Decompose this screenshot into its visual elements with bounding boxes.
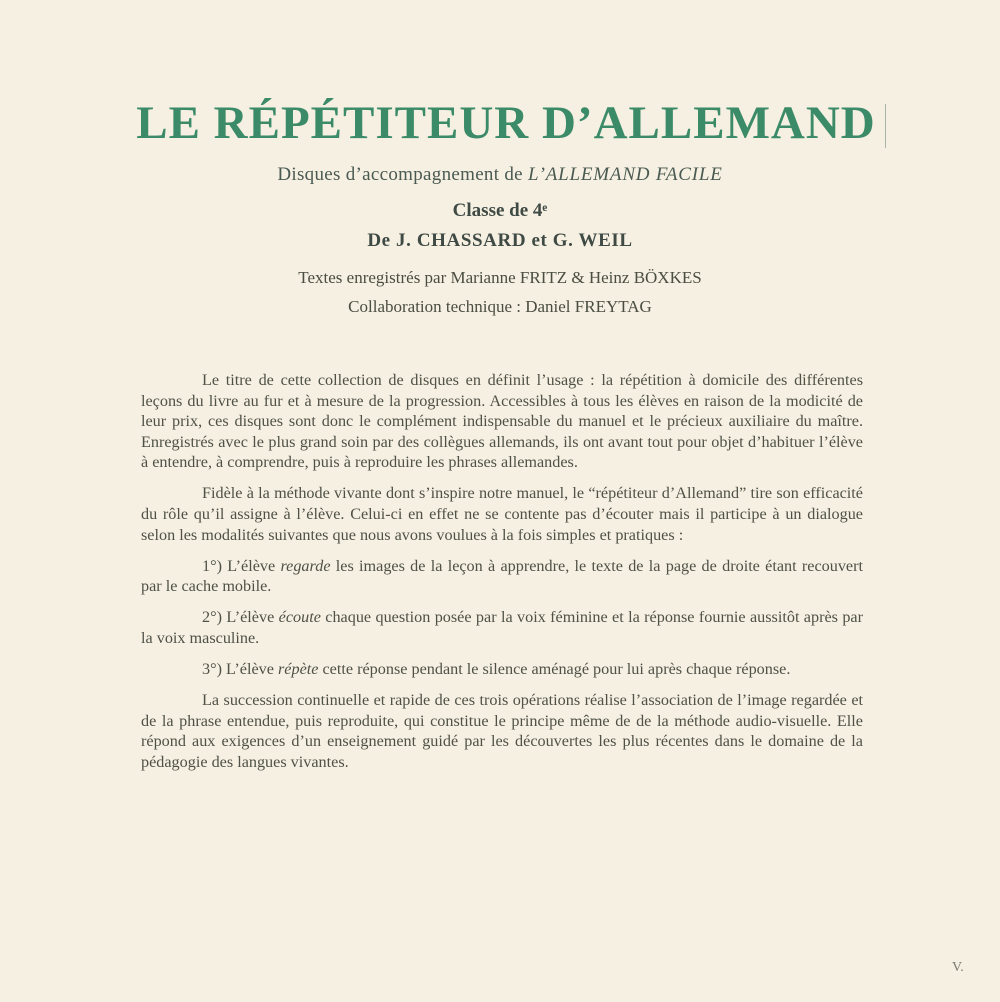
step-2 — [141, 607, 863, 648]
step-2-text: chaque question posée par la voix féminine et la réponse fournie aussitôt après par la voix masculine. — [141, 608, 863, 648]
body-text — [141, 370, 863, 783]
paragraph-conclusion: La succession continuelle et rapide de ces trois opérations réalise l’association de l’image regardée et de la phrase entendue, puis reproduite, qui constitue le principe même de de la méthode audio-visuelle. Elle répond aux exigences d’un enseignement guidé par les découvertes les plus récentes dans le domaine de la pédagogie des langues vivantes. — [141, 691, 863, 771]
step-2-verb: écoute — [278, 608, 321, 627]
title-text: LE RÉPÉTITEUR D’ALLEMAND — [136, 97, 876, 149]
page-title — [0, 96, 1000, 150]
corner-mark: V. — [952, 960, 964, 975]
step-3-text: cette réponse pendant le silence aménagé pour lui après chaque réponse. — [322, 660, 791, 679]
step-1-text: les images de la leçon à apprendre, le texte de la page de droite étant recouvert par le cache mobile. — [141, 556, 863, 596]
step-1 — [141, 556, 863, 597]
step-3 — [141, 659, 863, 680]
step-3-num: 3°) L’élève — [202, 660, 274, 679]
step-3-verb: répète — [278, 660, 319, 679]
step-2-num: 2°) L’élève — [202, 608, 275, 627]
subtitle-prefix: Disques d’accompagnement de — [277, 164, 523, 185]
class-level: Classe de 4ᵉ — [452, 200, 548, 221]
step-1-verb: regarde — [280, 556, 331, 575]
print-mark — [885, 104, 886, 148]
subtitle — [0, 164, 1000, 186]
recording-credits: Textes enregistrés par Marianne FRITZ & Heinz BÖXKES — [298, 268, 702, 287]
subtitle-book: L’ALLEMAND FACILE — [527, 164, 723, 185]
step-1-num: 1°) L’élève — [202, 556, 276, 575]
technical-collaboration: Collaboration technique : Daniel FREYTAG — [348, 297, 652, 316]
authors: De J. CHASSARD et G. WEIL — [367, 230, 633, 251]
paragraph-method: Fidèle à la méthode vivante dont s’inspire notre manuel, le “répétiteur d’Allemand” tire son efficacité du rôle qu’il assigne à l’élève. Celui-ci en effet ne se contente pas d’écouter mais il participe à un dialogue selon les modalités suivantes que nous avons voulues à la fois simples et pratiques : — [141, 484, 863, 544]
paragraph-intro: Le titre de cette collection de disques en définit l’usage : la répétition à domicile des différentes leçons du livre au fur et à mesure de la progression. Accessibles à tous les élèves en raison de la modicité de leur prix, ces disques sont donc le complément indispensable du manuel et le précieux auxiliaire du maître. Enregistrés avec le plus grand soin par des collègues allemands, ils ont avant tout pour objet d’habituer l’élève à entendre, à comprendre, puis à reproduire les phrases allemandes. — [141, 371, 863, 472]
